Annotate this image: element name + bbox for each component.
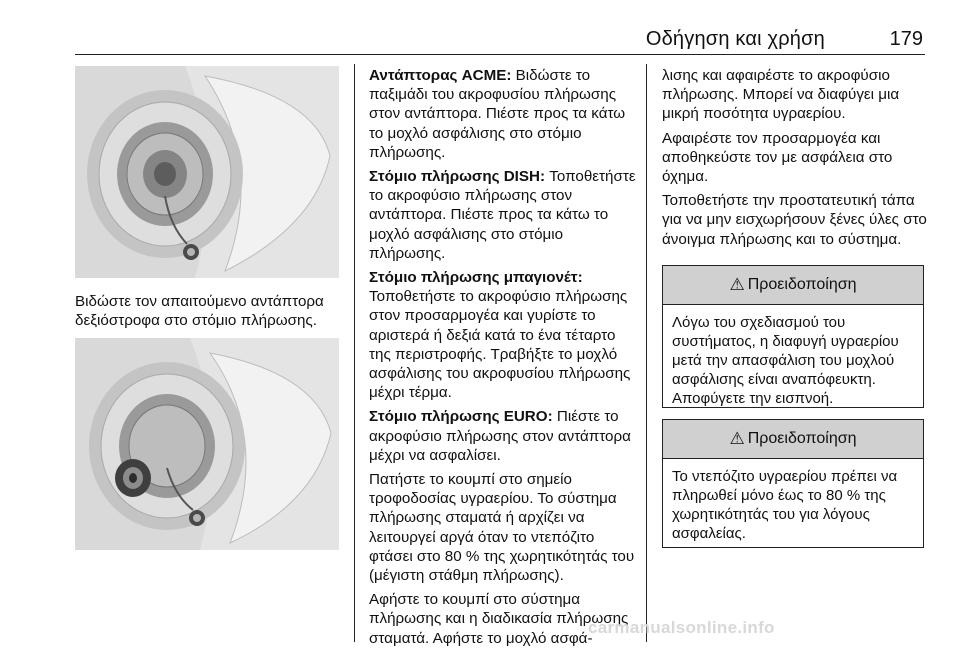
warning-header-2: [663, 420, 923, 459]
page-title: Οδήγηση και χρήση: [645, 28, 825, 50]
paragraph-protective-cap: Τοποθετήστε την προστατευτική τάπα για να μην εισχωρήσουν ξένες ύλες στο άνοιγμα πλήρωσης και το σύστημα.: [662, 192, 927, 248]
warning-box-1: [662, 265, 924, 408]
figure-caption-text: Βιδώστε τον απαιτούμενο αντάπτορα δεξιόστροφα στο στόμιο πλήρωσης.: [75, 293, 324, 330]
warning-title-2: Προειδοποίηση: [747, 430, 857, 447]
paragraph-remove-adapter: Αφαιρέστε τον προσαρμογέα και αποθηκεύστε τον με ασφάλεια στο όχημα.: [662, 129, 893, 186]
warning-triangle-icon: ⚠: [729, 429, 745, 448]
warning-triangle-icon: ⚠: [729, 275, 745, 294]
label-acme: Αντάπτορας ACME:: [369, 67, 512, 84]
warning-box-2: [662, 419, 924, 548]
fuel-filler-illustration-1: [75, 66, 339, 278]
warning-body-1: Λόγω του σχεδιασμού του συστήματος, η διαφυγή υγραερίου μετά την απασφάλιση του μοχλού ασφάλισης είναι αναπόφευκτη. Αποφύγετε την εισπνοή.: [672, 314, 899, 407]
column-divider-left: [354, 64, 355, 642]
column-divider-right: [646, 64, 647, 642]
watermark: carmanualsonline.info: [588, 618, 775, 637]
text-euro: Πιέστε το ακροφύσιο πλήρωσης στον αντάπτορα μέχρι να ασφαλίσει.: [369, 408, 631, 464]
label-bayonet: Στόμιο πλήρωσης μπαγιονέτ:: [369, 269, 583, 287]
warning-header-1: [663, 266, 923, 305]
paragraph-continue: λισης και αφαιρέστε το ακροφύσιο πλήρωσης. Μπορεί να διαφύγει μια μικρή ποσότητα υγραερίου.: [662, 67, 900, 123]
fuel-filler-illustration-2: [75, 338, 339, 550]
label-euro: Στόμιο πλήρωσης EURO:: [369, 408, 553, 426]
right-column: [662, 66, 928, 254]
text-acme: Βιδώστε το παξιμάδι του ακροφυσίου πλήρωσης στον αντάπτορα. Πιέστε προς τα κάτω το μοχλό ασφάλισης στο στόμιο πλήρωσης.: [369, 67, 626, 161]
paragraph-bayonet: [369, 268, 637, 402]
text-bayonet: Τοποθετήστε το ακροφύσιο πλήρωσης στον προσαρμογέα και γυρίστε το αριστερά ή δεξιά κατά το ένα τέταρτο της περιστροφής. Τραβήξτε το μοχλό ασφάλισης του ακροφυσίου πλήρωσης μέχρι τέρμα.: [369, 288, 631, 402]
paragraph-button: Πατήστε το κουμπί στο σημείο τροφοδοσίας υγραερίου. Το σύστημα πλήρωσης σταματά ή αρχίζει να λειτουργεί αργά όταν το ντεπόζιτο φτάσει στο 80 % της χωρητικότητάς του (μέγιστη στάθμη πλήρωσης).: [369, 471, 635, 585]
text-dish: Τοποθετήστε το ακροφύσιο πλήρωσης στον αντάπτορα. Πιέστε προς τα κάτω το μοχλό ασφάλισης στο στόμιο πλήρωσης.: [369, 168, 636, 262]
paragraph-euro: [369, 407, 637, 465]
figure-fuel-door-open: [75, 66, 339, 278]
figure-adapter-fitted: [75, 338, 339, 550]
label-dish: Στόμιο πλήρωσης DISH:: [369, 168, 546, 186]
paragraph-acme: [369, 66, 637, 162]
page-number: 179: [889, 28, 923, 50]
warning-title-1: Προειδοποίηση: [747, 276, 857, 293]
figure-caption: [75, 292, 343, 330]
warning-body-2: Το ντεπόζιτο υγραερίου πρέπει να πληρωθεί μόνο έως το 80 % της χωρητικότητάς του για λόγους ασφαλείας.: [672, 468, 898, 542]
page-header: [75, 20, 925, 55]
paragraph-release: Αφήστε το κουμπί στο σύστημα πλήρωσης και η διαδικασία πλήρωσης σταματά. Αφήστε το μοχλό ασφά-: [369, 591, 629, 647]
paragraph-dish: [369, 167, 637, 263]
middle-column: [369, 66, 637, 653]
